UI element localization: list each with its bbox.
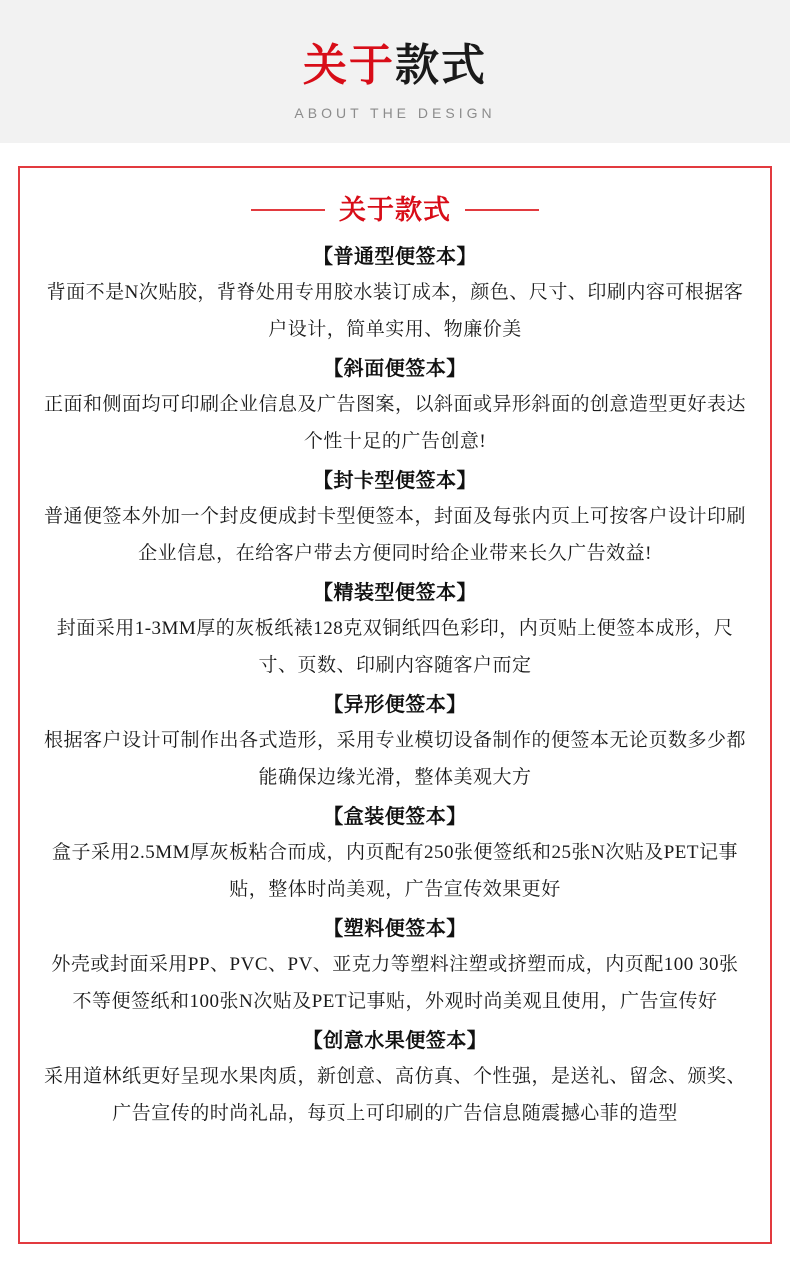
heading-rule-left — [251, 209, 325, 211]
section-plastic — [42, 912, 748, 1020]
section-body: 背面不是N次贴胶，背脊处用专用胶水装订成本，颜色、尺寸、印刷内容可根据客户设计，简单实用、物廉价美 — [46, 282, 744, 340]
page-title-rest: 款式 — [395, 40, 487, 90]
content-inner — [20, 168, 770, 1146]
section-hardcover — [42, 576, 748, 684]
page-subtitle: ABOUT THE DESIGN — [294, 104, 496, 121]
section-fruit — [42, 1024, 748, 1132]
page-title — [303, 37, 487, 95]
section-title: 【斜面便签本】 — [323, 358, 467, 380]
section-boxed — [42, 800, 748, 908]
section-title: 【盒装便签本】 — [323, 806, 467, 828]
section-title: 【异形便签本】 — [323, 694, 467, 716]
page-header — [0, 0, 790, 143]
section-body: 普通便签本外加一个封皮便成封卡型便签本，封面及每张内页上可按客户设计印刷企业信息，在给客户带去方便同时给企业带来长久广告效益! — [44, 506, 747, 564]
section-body: 盒子采用2.5MM厚灰板粘合而成，内页配有250张便签纸和25张N次贴及PET记事贴，整体时尚美观，广告宣传效果更好 — [51, 842, 739, 900]
box-heading — [42, 194, 748, 226]
section-body: 外壳或封面采用PP、PVC、PV、亚克力等塑料注塑或挤塑而成，内页配100 30张 不等便签纸和100张N次贴及PET记事贴，外观时尚美观且使用，广告宣传好 — [51, 954, 739, 1012]
page-title-highlight: 关于 — [303, 40, 395, 90]
section-cardcover — [42, 464, 748, 572]
section-ordinary — [42, 240, 748, 348]
section-body: 根据客户设计可制作出各式造形，采用专业模切设备制作的便签本无论页数多少都能确保边缘光滑，整体美观大方 — [44, 730, 747, 788]
section-title: 【塑料便签本】 — [323, 918, 467, 940]
content-box — [18, 166, 772, 1244]
section-body: 正面和侧面均可印刷企业信息及广告图案，以斜面或异形斜面的创意造型更好表达个性十足的广告创意! — [44, 394, 747, 452]
section-body: 封面采用1-3MM厚的灰板纸裱128克双铜纸四色彩印，内页贴上便签本成形，尺寸、页数、印刷内容随客户而定 — [56, 618, 734, 676]
section-title: 【创意水果便签本】 — [302, 1030, 488, 1052]
section-bevel — [42, 352, 748, 460]
box-heading-text: 关于款式 — [339, 195, 451, 225]
section-shaped — [42, 688, 748, 796]
section-title: 【封卡型便签本】 — [313, 470, 477, 492]
heading-rule-right — [465, 209, 539, 211]
section-title: 【精装型便签本】 — [313, 582, 477, 604]
section-title: 【普通型便签本】 — [313, 246, 477, 268]
section-body: 采用道林纸更好呈现水果肉质，新创意、高仿真、个性强，是送礼、留念、颁奖、广告宣传的时尚礼品，每页上可印刷的广告信息随震撼心菲的造型 — [44, 1066, 747, 1124]
